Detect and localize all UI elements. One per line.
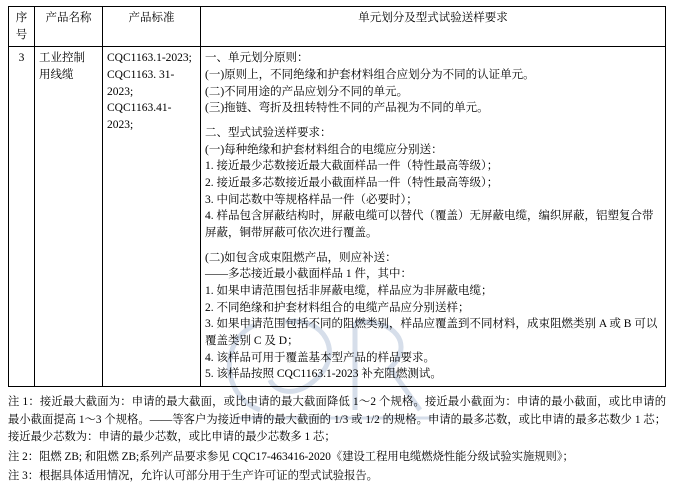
requirement-line: (三)拖链、弯折及扭转特性不同的产品视为不同的单元。 [205, 102, 489, 115]
cell-product-name: 工业控制 用线缆 [35, 47, 103, 387]
cell-requirement [201, 47, 666, 387]
requirement-line: 1. 接近最少芯数接近最大截面样品一件（特性最高等级）； [205, 160, 499, 173]
note-item: 注 2：阻燃 ZB; 和阻燃 ZB;系列产品要求参见 CQC17-463416-2020《建设工程用电缆燃烧性能分级试验实施规则》； [8, 450, 574, 463]
table-row [9, 47, 666, 387]
requirement-line: (一)每种绝缘和护套材料组合的电缆应分别送： [205, 143, 443, 156]
table-header-row [9, 7, 666, 47]
note-item: 注 3：根据具体适用情况，允许认可部分用于生产许可证的型式试验报告。 [8, 470, 378, 483]
requirement-line: 4. 该样品可用于覆盖基本型产品的样品要求。 [205, 351, 435, 364]
requirement-line: 4. 样品包含屏蔽结构时，屏蔽电缆可以替代（覆盖）无屏蔽电缆，编织屏蔽，铝塑复合带屏蔽，铜带屏蔽可依次进行覆盖。 [205, 210, 654, 240]
requirements-table [8, 6, 666, 387]
requirement-line: 二、型式试验送样要求： [205, 127, 332, 140]
requirement-line: ——多芯接近最小截面样品 1 件，其中： [205, 268, 412, 281]
requirement-spacer [205, 117, 661, 125]
requirement-line: (二)如包含成束阻燃产品，则应补送： [205, 251, 397, 264]
requirement-line: 5. 该样品按照 CQC1163.1-2023 补充阻燃测试。 [205, 368, 442, 381]
column-header-name: 产品名称 [35, 7, 103, 47]
standard-line: CQC1163. 31-2023; [107, 69, 175, 98]
column-header-requirement: 单元划分及型式试验送样要求 [201, 7, 666, 47]
requirement-line: 3. 如果申请范围包括不同的阻燃类别，样品应覆盖到不同材料，成束阻燃类别 A 或 B 可以覆盖类别 C 及 D； [205, 318, 658, 348]
cell-product-standard [103, 47, 201, 387]
requirement-line: 2. 不同绝缘和护套材料组合的电缆产品应分别送样； [205, 301, 470, 314]
note-item: 注 1：接近最大截面为：申请的最大截面，或比申请的最大截面降低 1～2 个规格。接近最小截面为：申请的最小截面，或比申请的最小截面提高 1～3 个规格。——等客户为接近申请的最大截面的 1/3 或 1/2 的规格。申请的最多芯数，或比申请的最多芯数少 1 芯；接近最少芯数为：申请的最少芯数，或比申请的最少芯数多 1 芯； [8, 396, 666, 444]
table-notes [8, 394, 666, 486]
requirement-line: (一)原则上，不同绝缘和护套材料组合应划分为不同的认证单元。 [205, 69, 535, 82]
standard-line: CQC1163.1-2023; [107, 52, 192, 65]
column-header-seq: 序号 [9, 7, 35, 47]
column-header-standard: 产品标准 [103, 7, 201, 47]
requirement-spacer [205, 242, 661, 250]
requirement-line: 2. 接近最多芯数接近最小截面样品一件（特性最高等级）； [205, 177, 499, 190]
standard-line: CQC1163.41-2023; [107, 102, 172, 132]
requirement-line: 1. 如果申请范围包括非屏蔽电缆，样品应为非屏蔽电缆； [205, 285, 493, 298]
requirement-line: (二)不同用途的产品应划分不同的单元。 [205, 85, 409, 98]
requirement-line: 3. 中间芯数中等规格样品一件（必要时）； [205, 193, 418, 206]
requirement-line: 一、单元划分原则： [205, 52, 309, 65]
cell-seq: 3 [9, 47, 35, 387]
